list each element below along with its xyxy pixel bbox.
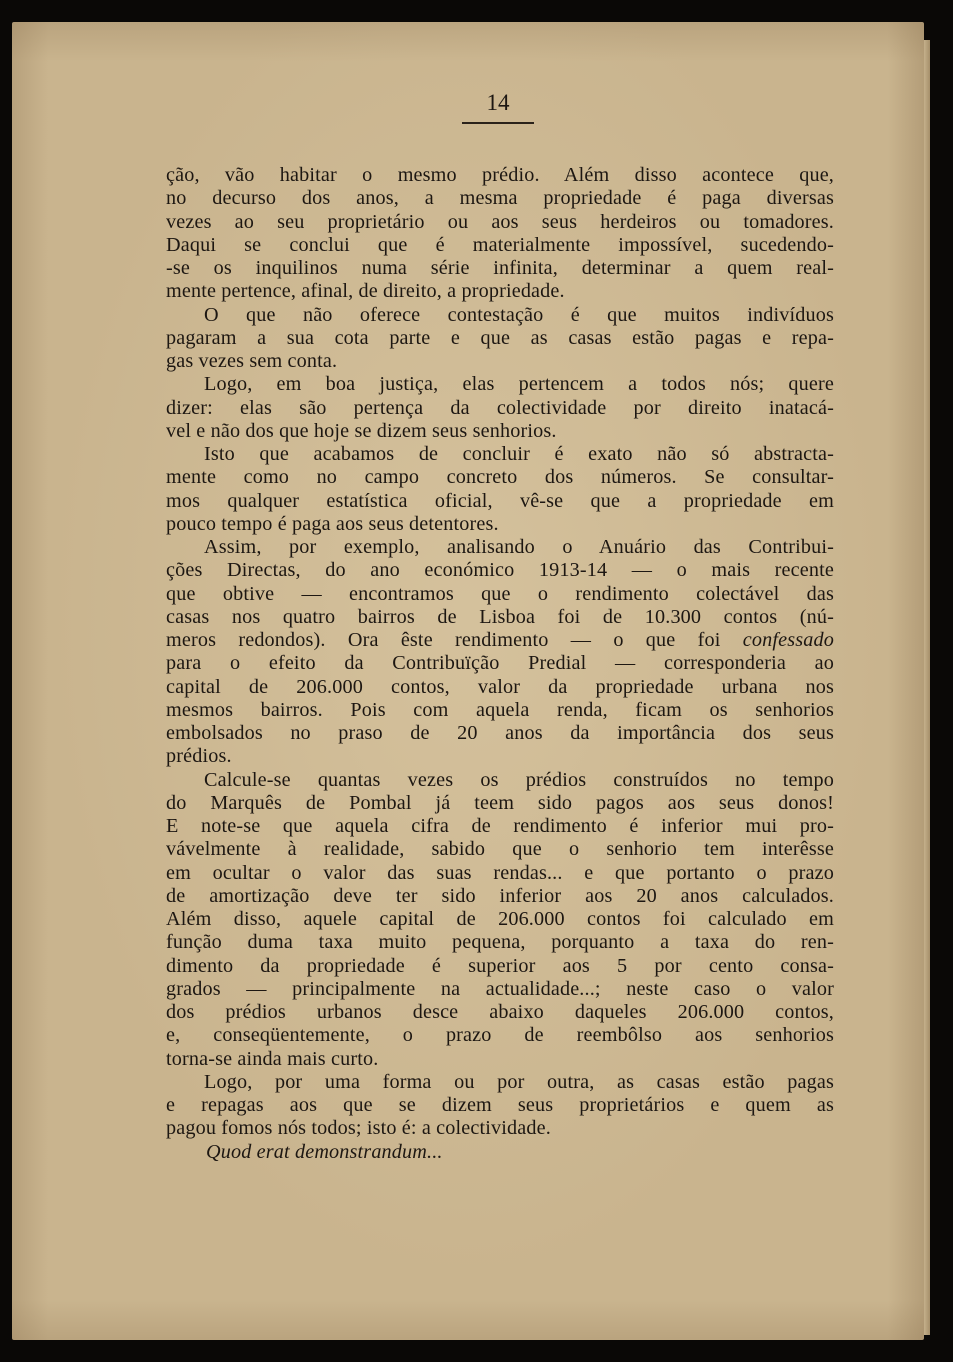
text-line: mos qualquer estatística oficial, vê-se que a propriedade em: [166, 489, 834, 512]
text-line: prédios.: [166, 745, 232, 768]
text-line: dizer: elas são pertença da colectividade por direito inatacá-: [166, 396, 834, 419]
emphasis-word: confessado: [742, 629, 834, 651]
text-line: no decurso dos anos, a mesma propriedade é paga diversas: [166, 187, 834, 210]
text-line: dimento da propriedade é superior aos 5 por cento consa-: [166, 954, 834, 977]
text-line: mesmos bairros. Pois com aquela renda, ficam os senhorios: [166, 698, 834, 721]
text-line: Logo, em boa justiça, elas pertencem a todos nós; quere: [204, 373, 834, 396]
text-line-with-emphasis: [166, 629, 834, 652]
text-line: vezes ao seu proprietário ou aos seus herdeiros ou tomadores.: [166, 210, 834, 233]
text-line: em ocultar o valor das suas rendas... e que portanto o prazo: [166, 861, 834, 884]
text-segment: meros redondos). Ora êste rendimento — o que foi: [166, 629, 743, 651]
text-line: mente como no campo concreto dos números. Se consultar-: [166, 466, 834, 489]
closing-phrase: Quod erat demonstrandum...: [206, 1140, 443, 1163]
text-line: e repagas aos que se dizem seus proprietários e quem as: [166, 1094, 834, 1116]
text-line: torna-se ainda mais curto.: [166, 1047, 379, 1070]
text-line: dos prédios urbanos desce abaixo daqueles 206.000 contos,: [166, 1001, 834, 1023]
page-number: 14: [486, 90, 510, 115]
text-line: pagou fomos nós todos; isto é: a colectividade.: [166, 1117, 551, 1140]
text-line: grados — principalmente na actualidade...; neste caso o valor: [166, 977, 834, 1000]
text-line: Assim, por exemplo, analisando o Anuário das Contribui-: [204, 536, 834, 558]
text-line: Isto que acabamos de concluir é exato não só abstracta-: [204, 443, 834, 465]
text-line: mente pertence, afinal, de direito, a propriedade.: [166, 280, 565, 303]
text-line: ções Directas, do ano económico 1913-14 — o mais recente: [166, 559, 834, 582]
text-line: pagaram a sua cota parte e que as casas estão pagas e repa-: [166, 326, 834, 349]
text-line: Além disso, aquele capital de 206.000 contos foi calculado em: [166, 908, 834, 930]
text-line: que obtive — encontramos que o rendimento colectável das: [166, 582, 834, 605]
text-line: embolsados no praso de 20 anos da importância dos seus: [166, 722, 834, 744]
text-line: Logo, por uma forma ou por outra, as casas estão pagas: [204, 1070, 834, 1093]
text-line: ção, vão habitar o mesmo prédio. Além disso acontece que,: [166, 164, 834, 186]
text-line: vávelmente à realidade, sabido que o senhorio tem interêsse: [166, 838, 834, 861]
text-line: pouco tempo é paga aos seus detentores.: [166, 512, 499, 535]
text-line: função duma taxa muito pequena, porquanto a taxa do ren-: [166, 931, 834, 954]
text-line: de amortização deve ter sido inferior aos 20 anos calculados.: [166, 884, 834, 907]
text-line: para o efeito da Contribuïção Predial — corresponderia ao: [166, 652, 834, 675]
text-line: do Marquês de Pombal já teem sido pagos aos seus donos!: [166, 791, 834, 814]
text-line: vel e não dos que hoje se dizem seus senhorios.: [166, 419, 557, 442]
text-line: O que não oferece contestação é que muitos indivíduos: [204, 303, 834, 326]
text-line: e, conseqüentemente, o prazo de reembôlso aos senhorios: [166, 1024, 834, 1047]
body-text: [166, 164, 834, 1164]
text-line: capital de 206.000 contos, valor da propriedade urbana nos: [166, 675, 834, 698]
text-line: Calcule-se quantas vezes os prédios construídos no tempo: [204, 768, 834, 791]
text-line: casas nos quatro bairros de Lisboa foi de 10.300 contos (nú-: [166, 605, 834, 628]
text-line: E note-se que aquela cifra de rendimento é inferior mui pro-: [166, 815, 834, 837]
text-line: -se os inquilinos numa série infinita, determinar a quem real-: [166, 257, 834, 279]
text-line: Daqui se conclui que é materialmente impossível, sucedendo-: [166, 233, 834, 256]
page-number-rule: [462, 122, 534, 124]
text-line: gas vezes sem conta.: [166, 350, 338, 372]
